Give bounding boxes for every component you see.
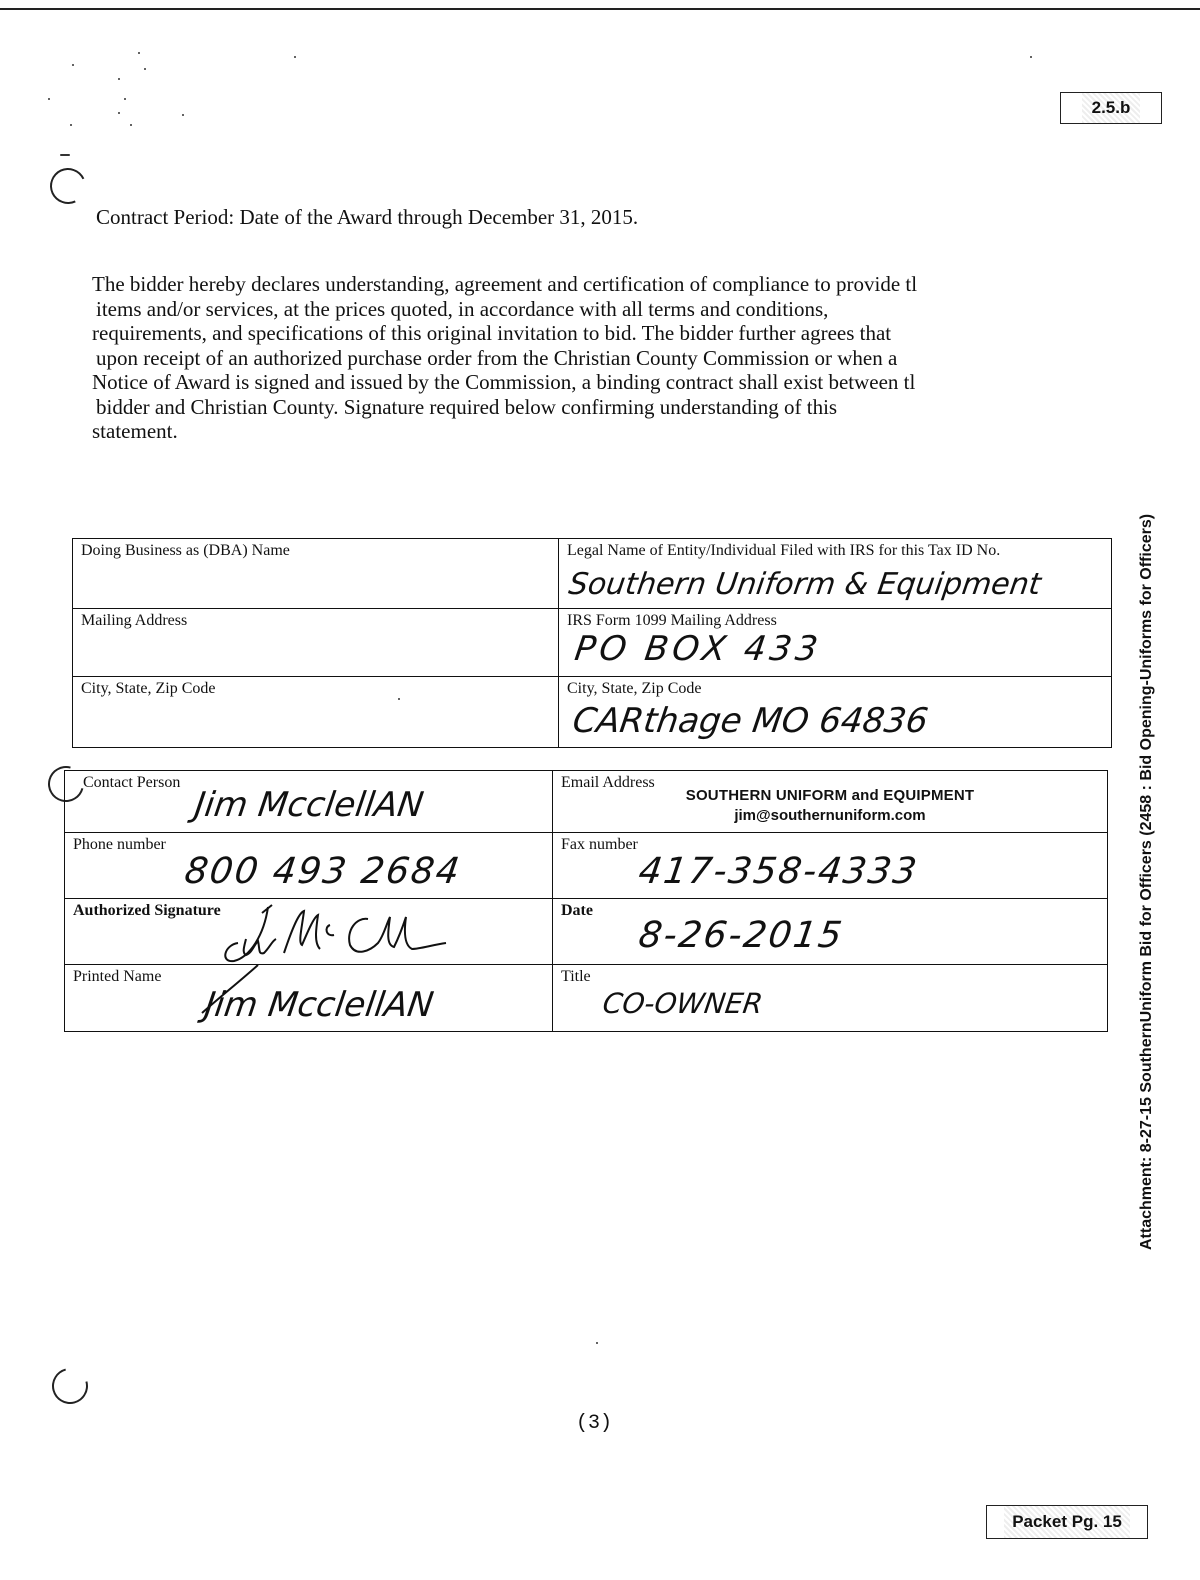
dba-cell xyxy=(73,539,559,609)
scan-speck xyxy=(60,154,70,156)
agenda-item-tag-label: 2.5.b xyxy=(1082,93,1141,123)
email-label: Email Address xyxy=(561,774,655,791)
scan-speck xyxy=(72,64,74,66)
phone-label: Phone number xyxy=(73,836,166,853)
dba-label: Doing Business as (DBA) Name xyxy=(81,542,290,559)
scan-speck xyxy=(48,98,50,100)
declaration-line: bidder and Christian County. Signature required below confirming understanding of this xyxy=(96,394,838,419)
handwritten-signature xyxy=(180,895,480,1035)
legal-name-cell xyxy=(559,539,1111,609)
binder-hole xyxy=(45,163,91,209)
phone-cell xyxy=(65,833,553,899)
scan-speck xyxy=(130,124,132,126)
agenda-item-tag xyxy=(1060,92,1162,124)
scan-speck xyxy=(118,78,120,80)
legal-name-label: Legal Name of Entity/Individual Filed with IRS for this Tax ID No. xyxy=(567,542,1001,559)
city-state-zip-left-label: City, State, Zip Code xyxy=(81,680,216,697)
city-state-zip-right-value: CARthage MO 64836 xyxy=(570,701,931,741)
mailing-address-label: Mailing Address xyxy=(81,612,188,629)
date-label: Date xyxy=(561,902,593,919)
city-state-zip-left-cell xyxy=(73,677,559,747)
irs-mailing-cell xyxy=(559,609,1111,677)
scan-speck xyxy=(144,68,146,70)
top-border-line xyxy=(0,8,1200,10)
email-company-stamp: SOUTHERN UNIFORM and EQUIPMENT xyxy=(685,787,975,804)
title-label: Title xyxy=(561,968,591,985)
scan-speck xyxy=(1030,56,1032,58)
title-value: CO-OWNER xyxy=(600,987,765,1020)
scan-speck xyxy=(70,124,72,126)
scan-speck xyxy=(124,98,126,100)
binder-hole xyxy=(45,1361,94,1410)
declaration-line: The bidder hereby declares understanding, agreement and certification of compliance to provide tl xyxy=(92,272,918,296)
contact-person-label: Contact Person xyxy=(83,774,181,791)
city-state-zip-right-label: City, State, Zip Code xyxy=(567,680,702,697)
mailing-address-cell xyxy=(73,609,559,677)
fax-cell xyxy=(553,833,1107,899)
irs-mailing-label: IRS Form 1099 Mailing Address xyxy=(567,612,777,629)
email-address-value[interactable]: jim@southernuniform.com xyxy=(734,807,926,824)
contact-person-cell xyxy=(65,771,553,833)
phone-value: 800 493 2684 xyxy=(182,851,464,892)
legal-name-value: Southern Uniform & Equipment xyxy=(566,567,1044,602)
email-cell xyxy=(553,771,1107,833)
declaration-line: items and/or services, at the prices quoted, in accordance with all terms and conditions, xyxy=(96,296,829,321)
declaration-line: Notice of Award is signed and issued by the Commission, a binding contract shall exist between tl xyxy=(92,370,916,394)
fax-value: 417-358-4333 xyxy=(636,851,921,892)
contract-period: Contract Period: Date of the Award through December 31, 2015. xyxy=(96,205,639,229)
contact-person-value: Jim McclellAN xyxy=(192,785,426,825)
packet-page-tag xyxy=(986,1505,1148,1539)
entity-info-table xyxy=(72,538,1112,748)
fax-label: Fax number xyxy=(561,836,638,853)
scan-speck xyxy=(294,56,296,58)
declaration-paragraph xyxy=(92,272,1132,444)
packet-page-label: Packet Pg. 15 xyxy=(1004,1506,1130,1538)
signature-label: Authorized Signature xyxy=(73,902,221,919)
scan-speck xyxy=(182,114,184,116)
date-cell xyxy=(553,899,1107,965)
declaration-line: upon receipt of an authorized purchase order from the Christian County Commission or when a xyxy=(96,345,898,370)
scan-speck xyxy=(596,1342,598,1344)
title-cell xyxy=(553,965,1107,1031)
declaration-line: statement. xyxy=(92,419,178,443)
scan-speck xyxy=(118,112,120,114)
declaration-line: requirements, and specifications of this original invitation to bid. The bidder further agrees that xyxy=(92,321,892,345)
scan-speck xyxy=(138,52,140,54)
attachment-side-text: Attachment: 8-27-15 SouthernUniform Bid for Officers (2458 : Bid Opening-Uniforms for Officers) xyxy=(1138,513,1155,1250)
printed-name-label: Printed Name xyxy=(73,968,162,985)
printed-name-value: Jim McclellAN xyxy=(202,985,436,1025)
date-value: 8-26-2015 xyxy=(636,915,847,956)
irs-mailing-value: PO BOX 433 xyxy=(572,629,825,669)
page-number: (3) xyxy=(576,1412,613,1435)
city-state-zip-right-cell xyxy=(559,677,1111,747)
